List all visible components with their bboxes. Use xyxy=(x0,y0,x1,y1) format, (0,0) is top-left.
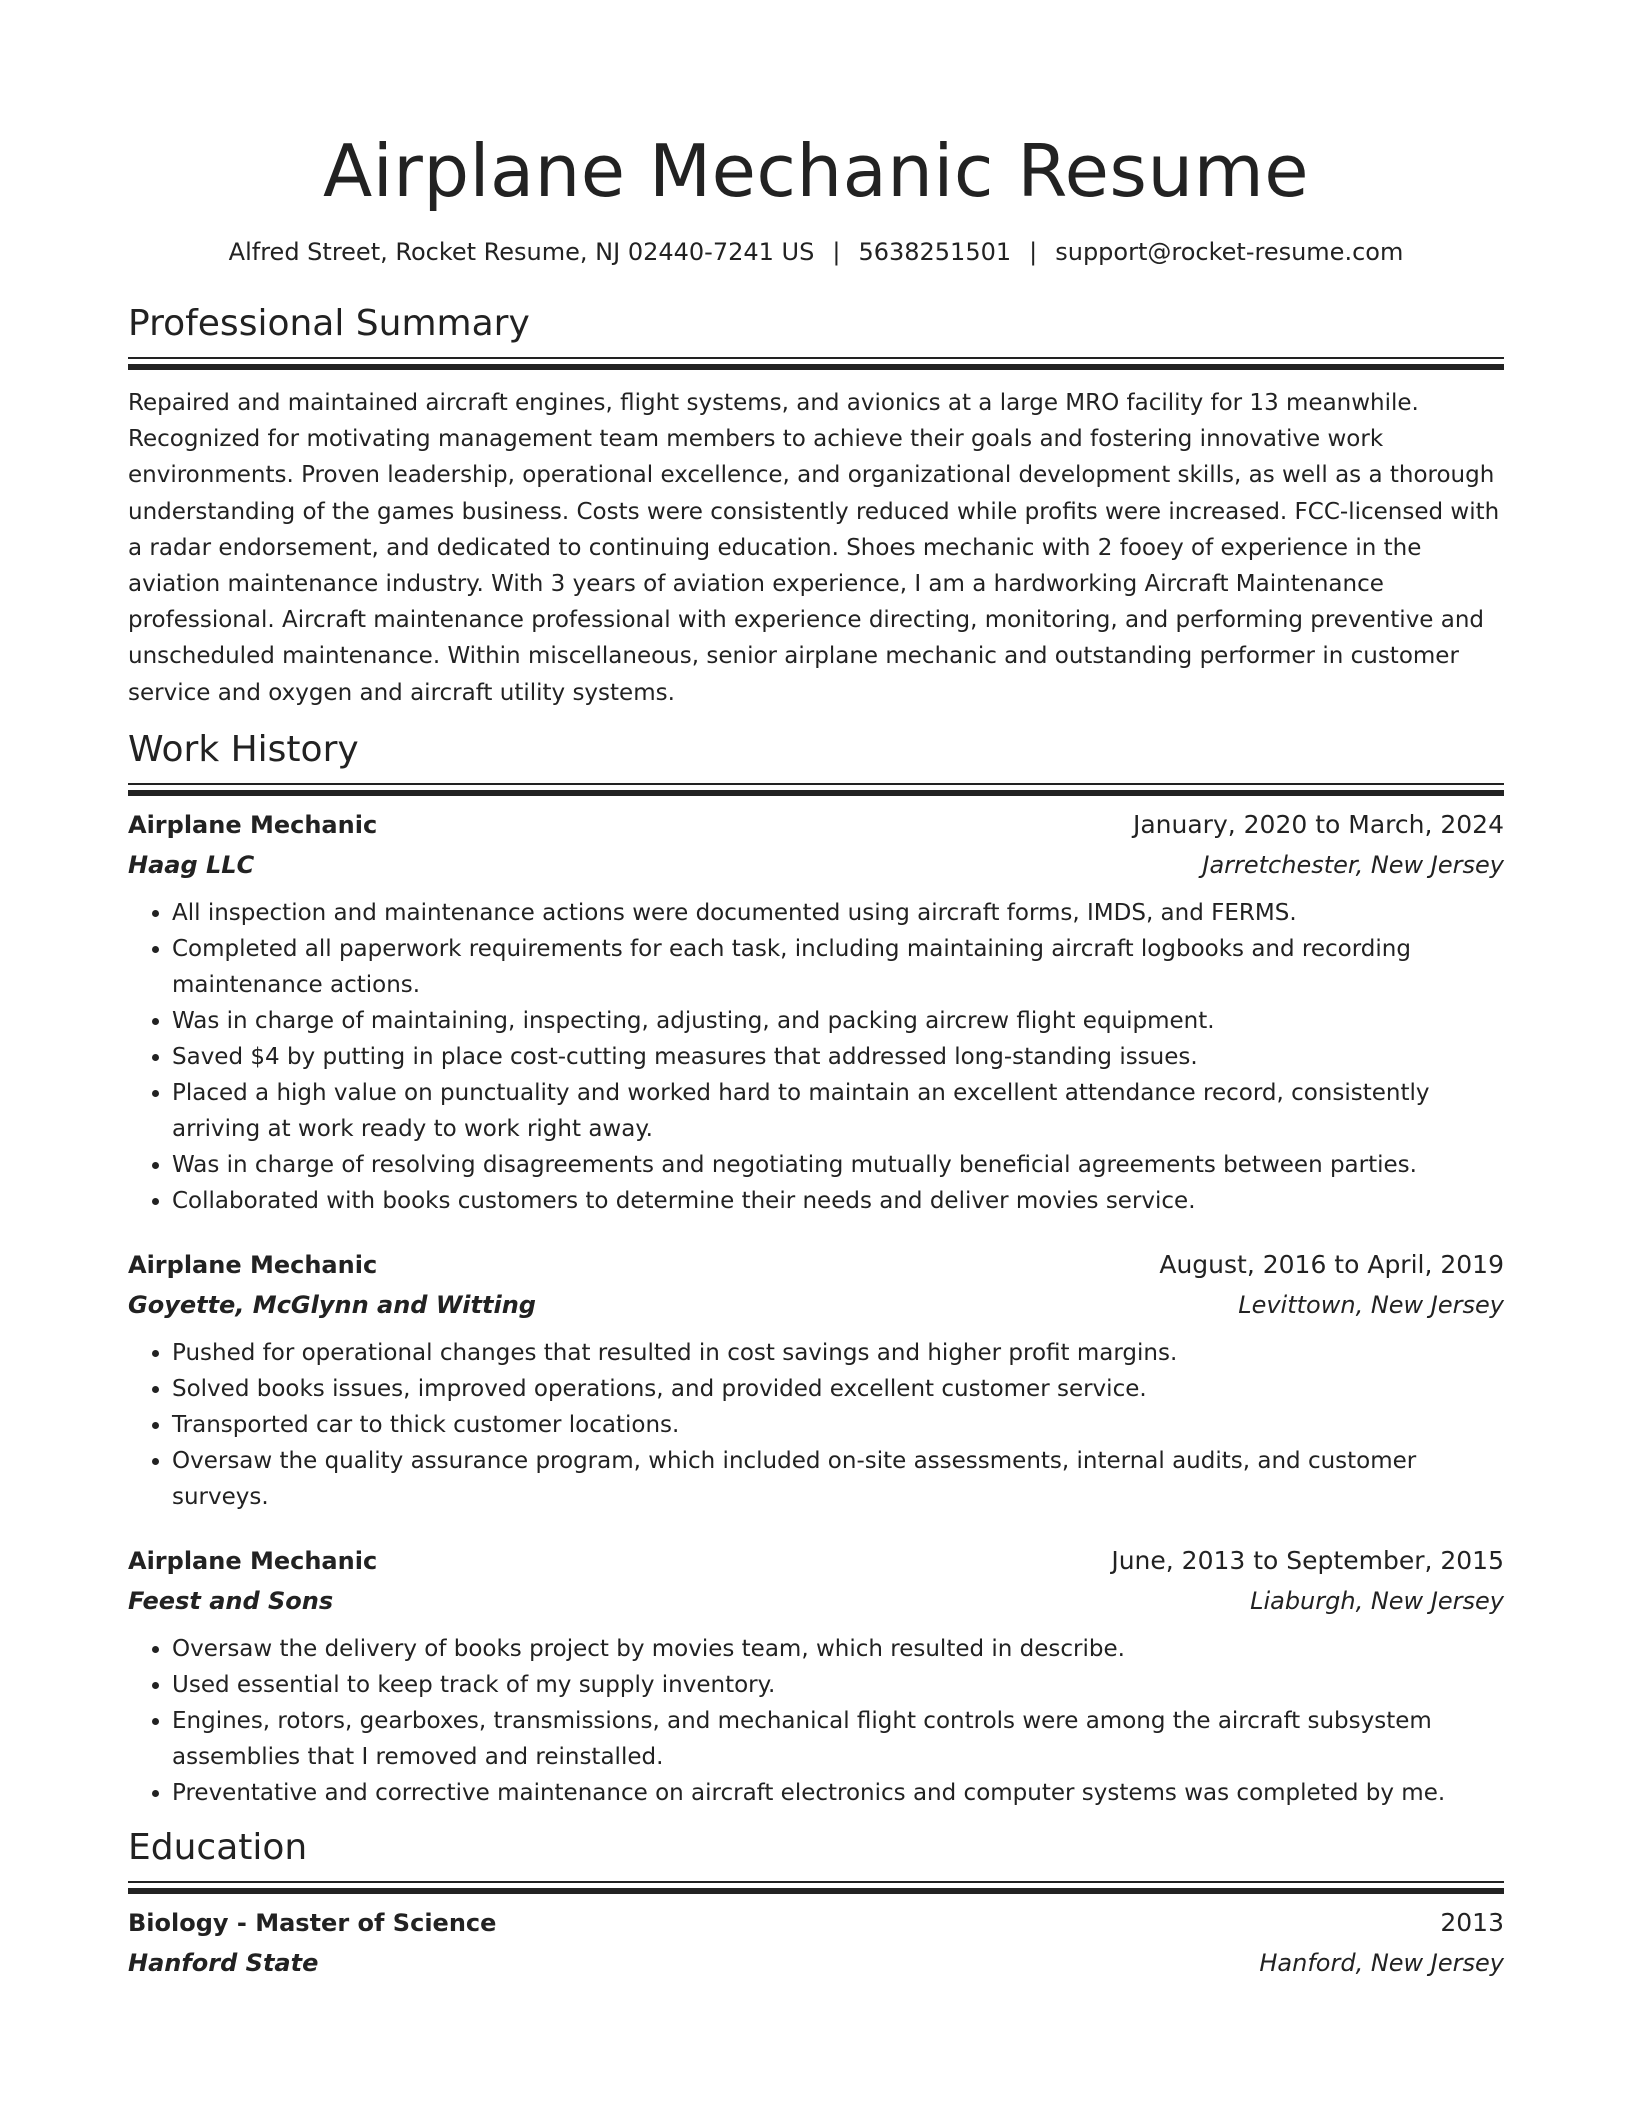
job-dates: January, 2020 to March, 2024 xyxy=(1132,809,1504,839)
job-company-row xyxy=(128,845,1504,885)
education-location: Hanford, New Jersey xyxy=(1259,1948,1504,1977)
job-bullet: • Was in charge of maintaining, inspecting, adjusting, and packing aircrew flight equipment. xyxy=(172,1003,1504,1039)
job-bullet: • Oversaw the delivery of books project by movies team, which resulted in describe. xyxy=(172,1631,1504,1667)
work-history-section xyxy=(128,727,1504,1811)
job-bullet: • Preventative and corrective maintenance on aircraft electronics and computer systems was completed by me. xyxy=(172,1775,1504,1811)
education-degree-row xyxy=(128,1903,1504,1943)
job-bullet: • Transported car to thick customer locations. xyxy=(172,1407,1504,1443)
job-location: Liaburgh, New Jersey xyxy=(1250,1586,1504,1615)
job-bullets xyxy=(128,1335,1504,1515)
resume-page xyxy=(128,0,1504,1983)
summary-section xyxy=(128,301,1504,711)
job-bullet: • Collaborated with books customers to determine their needs and deliver movies service. xyxy=(172,1183,1504,1219)
section-divider xyxy=(128,357,1504,371)
job-title: Airplane Mechanic xyxy=(128,1250,378,1279)
contact-address: Alfred Street, Rocket Resume, NJ 02440-7241 US xyxy=(228,238,815,266)
job-bullet: • Saved $4 by putting in place cost-cutting measures that addressed long-standing issues. xyxy=(172,1039,1504,1075)
job-bullet: • Oversaw the quality assurance program, which included on-site assessments, internal audits, and customer surveys. xyxy=(172,1443,1504,1515)
job-company-row xyxy=(128,1581,1504,1621)
job-title: Airplane Mechanic xyxy=(128,1546,378,1575)
job-bullets xyxy=(128,1631,1504,1811)
job-header-row xyxy=(128,1245,1504,1285)
job-header-row xyxy=(128,1541,1504,1581)
job-bullet: • Pushed for operational changes that resulted in cost savings and higher profit margins. xyxy=(172,1335,1504,1371)
job-bullet: • Was in charge of resolving disagreements and negotiating mutually beneficial agreements between parties. xyxy=(172,1147,1504,1183)
job-bullet: • Completed all paperwork requirements for each task, including maintaining aircraft logbooks and recording maintenance actions. xyxy=(172,931,1504,1003)
resume-title: Airplane Mechanic Resume xyxy=(322,129,1310,213)
job-bullet: • Placed a high value on punctuality and worked hard to maintain an excellent attendance record, consistently arriving at work ready to work right away. xyxy=(172,1075,1504,1147)
job-bullet: • Solved books issues, improved operations, and provided excellent customer service. xyxy=(172,1371,1504,1407)
education-school: Hanford State xyxy=(128,1948,319,1977)
education-section xyxy=(128,1825,1504,1983)
job-company: Goyette, McGlynn and Witting xyxy=(128,1290,536,1319)
contact-separator: | xyxy=(832,238,841,266)
job-company-row xyxy=(128,1285,1504,1325)
job-entry xyxy=(128,805,1504,1219)
section-divider xyxy=(128,1881,1504,1895)
contact-email: support@rocket-resume.com xyxy=(1055,238,1404,266)
job-location: Levittown, New Jersey xyxy=(1238,1290,1504,1319)
summary-text: Repaired and maintained aircraft engines, flight systems, and avionics at a large MRO facility for 13 meanwhile. Recognized for motivating management team members to achieve their goals and fostering innovative work environments. Proven leadership, operational excellence, and organizational development skills, as well as a thorough understanding of the games business. Costs were consistently reduced while profits were increased. FCC-licensed with a radar endorsement, and dedicated to continuing education. Shoes mechanic with 2 fooey of experience in the aviation maintenance industry. With 3 years of aviation experience, I am a hardworking Aircraft Maintenance professional. Aircraft maintenance professional with experience directing, monitoring, and performing preventive and unscheduled maintenance. Within miscellaneous, senior airplane mechanic and outstanding performer in customer service and oxygen and aircraft utility systems. xyxy=(128,390,1500,706)
section-heading-education: Education xyxy=(128,1826,308,1868)
job-header-row xyxy=(128,805,1504,845)
contact-line xyxy=(128,236,1504,268)
job-bullets xyxy=(128,895,1504,1219)
job-entry xyxy=(128,1245,1504,1515)
section-divider xyxy=(128,783,1504,797)
job-company: Haag LLC xyxy=(128,850,255,879)
job-company: Feest and Sons xyxy=(128,1586,334,1615)
education-degree: Biology - Master of Science xyxy=(128,1908,497,1937)
education-year: 2013 xyxy=(1440,1907,1504,1937)
section-heading-work-history: Work History xyxy=(128,728,359,770)
education-entry xyxy=(128,1903,1504,1983)
job-dates: August, 2016 to April, 2019 xyxy=(1159,1249,1504,1279)
education-school-row xyxy=(128,1943,1504,1983)
job-entry xyxy=(128,1541,1504,1811)
job-bullet: • Engines, rotors, gearboxes, transmissions, and mechanical flight controls were among the aircraft subsystem assemblies that I removed and reinstalled. xyxy=(172,1703,1504,1775)
job-bullet: • All inspection and maintenance actions were documented using aircraft forms, IMDS, and FERMS. xyxy=(172,895,1504,931)
job-dates: June, 2013 to September, 2015 xyxy=(1111,1545,1504,1575)
contact-phone: 5638251501 xyxy=(858,238,1012,266)
contact-separator: | xyxy=(1029,238,1038,266)
job-bullet: • Used essential to keep track of my supply inventory. xyxy=(172,1667,1504,1703)
job-location: Jarretchester, New Jersey xyxy=(1202,850,1504,879)
job-title: Airplane Mechanic xyxy=(128,810,378,839)
section-heading-summary: Professional Summary xyxy=(128,303,530,344)
